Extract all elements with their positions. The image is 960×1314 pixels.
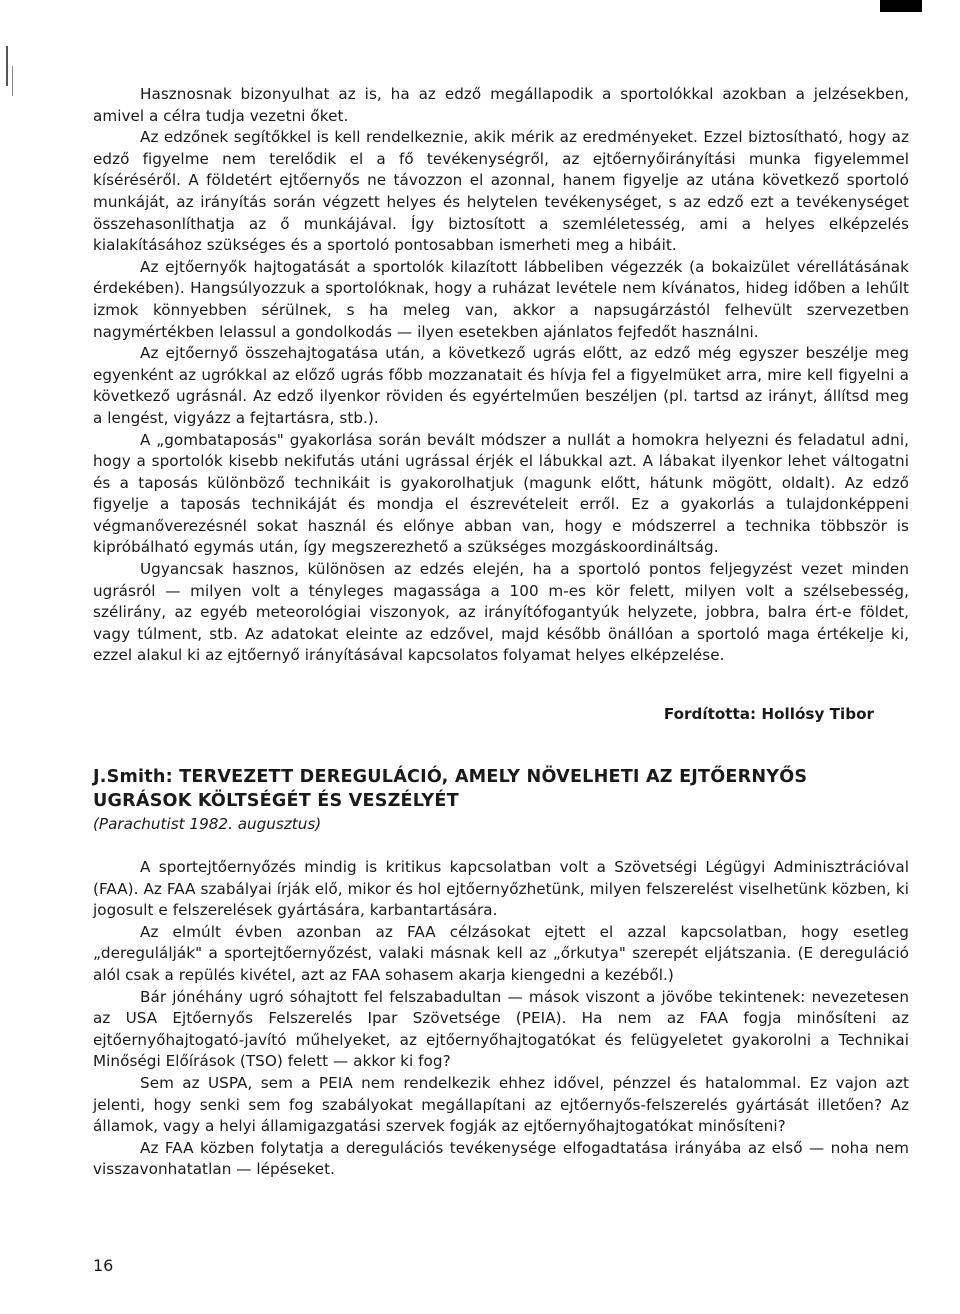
- paragraph: Sem az USPA, sem a PEIA nem rendelkezik ehhez idővel, pénzzel és hatalommal. Ez vajon azt jelenti, hogy senki sem fog szabályokat megállapítani az ejtőernyős-felszerelés gyártását illetően? Az államok, vagy a helyi államigazgatási szervek fogják az ejtőernyőhajtogatókat minősíteni?: [93, 1073, 909, 1136]
- article-title: J.Smith: TERVEZETT DEREGULÁCIÓ, AMELY NÖVELHETI AZ EJTŐERNYŐS UGRÁSOK KÖLTSÉGÉT ÉS VESZÉLYÉT: [93, 767, 808, 812]
- article-source: (Parachutist 1982. augusztus): [93, 815, 322, 834]
- text-column: [93, 84, 909, 1181]
- paragraph: A „gombataposás" gyakorlása során bevált módszer a nullát a homokra helyezni és feladatul adni, hogy a sportolók kisebb nekifutás utáni ugrással érjék el lábukkal azt. A lábakat ilyenkor lehet váltogatni és a taposás különböző technikáit is gyakorolhatjuk (magunk előtt, hátunk mögött, oldalt). Az edző figyelje a taposás technikáját és mondja el észrevételeit erről. Ez a gyakorlás a tulajdonképpeni végmanőverezésnél sokat használ és előnye abban van, hogy e módszerrel a technika többször is kipróbálható egymás után, így megszerezhető a szükséges mozgáskoordináltság.: [93, 430, 909, 557]
- corner-scan-mark: [880, 0, 922, 12]
- paragraph: Bár jónéhány ugró sóhajtott fel felszabadultan — mások viszont a jövőbe tekintenek: nevezetesen az USA Ejtőernyős Felszerelés Ipar Szövetsége (PEIA). Ha nem az FAA fogja minősíteni az ejtőernyőhajtogató-javító műhelyeket, az ejtőernyőhajtogatókat és felügyeletet gyakorolni a Technikai Minőségi Előírások (TSO) felett — akkor ki fog?: [93, 987, 909, 1071]
- paragraph: Az FAA közben folytatja a deregulációs tevékenysége elfogadtatása irányába az első — noha nem visszavonhatatlan — lépéseket.: [93, 1138, 909, 1179]
- paragraph: A sportejtőernyőzés mindig is kritikus kapcsolatban volt a Szövetségi Légügyi Adminisztrációval (FAA). Az FAA szabályai írják elő, mikor és hol ejtőernyőzhetünk, milyen felszerelést viselhetünk közben, ki jogosult e felszerelések gyártására, karbantartására.: [93, 858, 909, 920]
- paragraph: Az ejtőernyő összehajtogatása után, a következő ugrás előtt, az edző még egyszer beszélje meg egyenként az ugrókkal az előző ugrás főbb mozzanatait és hívja fel a figyelmüket arra, mire kell figyelni a következő ugrásnál. Az edző ilyenkor röviden és egyértelműen beszéljen (pl. tartsd az irányt, állítsd meg a lengést, vigyázz a fejtartásra, stb.).: [93, 344, 909, 427]
- paragraph: Ugyancsak hasznos, különösen az edzés elején, ha a sportoló pontos feljegyzést vezet minden ugrásról — milyen volt a tényleges magassága a 100 m-es kör felett, milyen volt a szélsebesség, szélirány, az egyéb meteorológiai viszonyok, az irányítófogantyúk helyzete, jobbra, balra ért-e földet, vagy túlment, stb. Az adatokat eleinte az edzővel, majd később önállóan a sportoló maga értékelje ki, ezzel alakul ki az ejtőernyő irányításával kapcsolatos folyamat helyes elképzelése.: [93, 560, 909, 665]
- scan-edge-mark-2: [12, 66, 13, 96]
- paragraph: Az elmúlt évben azonban az FAA célzásokat ejtett el azzal kapcsolatban, hogy esetleg „deregulálják" a sportejtőernyőzést, valaki másnak kell az „őrkutya" szerepét eljátszania. (E dereguláció alól csak a repülés kivétel, azt az FAA sohasem akarja kiengedni a kezéből.): [93, 922, 909, 984]
- paragraph: Hasznosnak bizonyulhat az is, ha az edző megállapodik a sportolókkal azokban a jelzésekben, amivel a célra tudja vezetni őket.: [93, 85, 909, 125]
- paragraph: Az edzőnek segítőkkel is kell rendelkeznie, akik mérik az eredményeket. Ezzel biztosítható, hogy az edző figyelme nem terelődik el a fő tevékenységről, az ejtőernyőirányítási munka figyelemmel kíséréséről. A földetért ejtőernyős ne távozzon el azonnal, hanem figyelje az utána következő sportoló munkáját, az irányítás során végzett helyes és helytelen tevékenységet, s az edző ezt a tevékenységet összehasonlíthatja az ő munkájával. Így biztosított a szemléletesség, ami a helyes elképzelés kialakításához szükséges és a sportoló pontosabban ismerheti meg a hibáit.: [93, 128, 909, 255]
- scan-edge-mark: [6, 46, 8, 86]
- translator-credit: Fordította: Hollósy Tibor: [663, 705, 874, 724]
- paragraph: Az ejtőernyők hajtogatását a sportolók kilazított lábbeliben végezzék (a bokaizület vérellátásának érdekében). Hangsúlyozzuk a sportolóknak, hogy a ruházat levétele nem kívánatos, hideg időben a lehűlt izmok könnyebben sérülnek, s ha meleg van, akkor a napsugárzástól felhevült szervezetben nagymértékben lelassul a gondolkodás — ilyen esetekben ajánlatos fejfedőt használni.: [93, 257, 909, 341]
- page-number: 16: [93, 1256, 114, 1275]
